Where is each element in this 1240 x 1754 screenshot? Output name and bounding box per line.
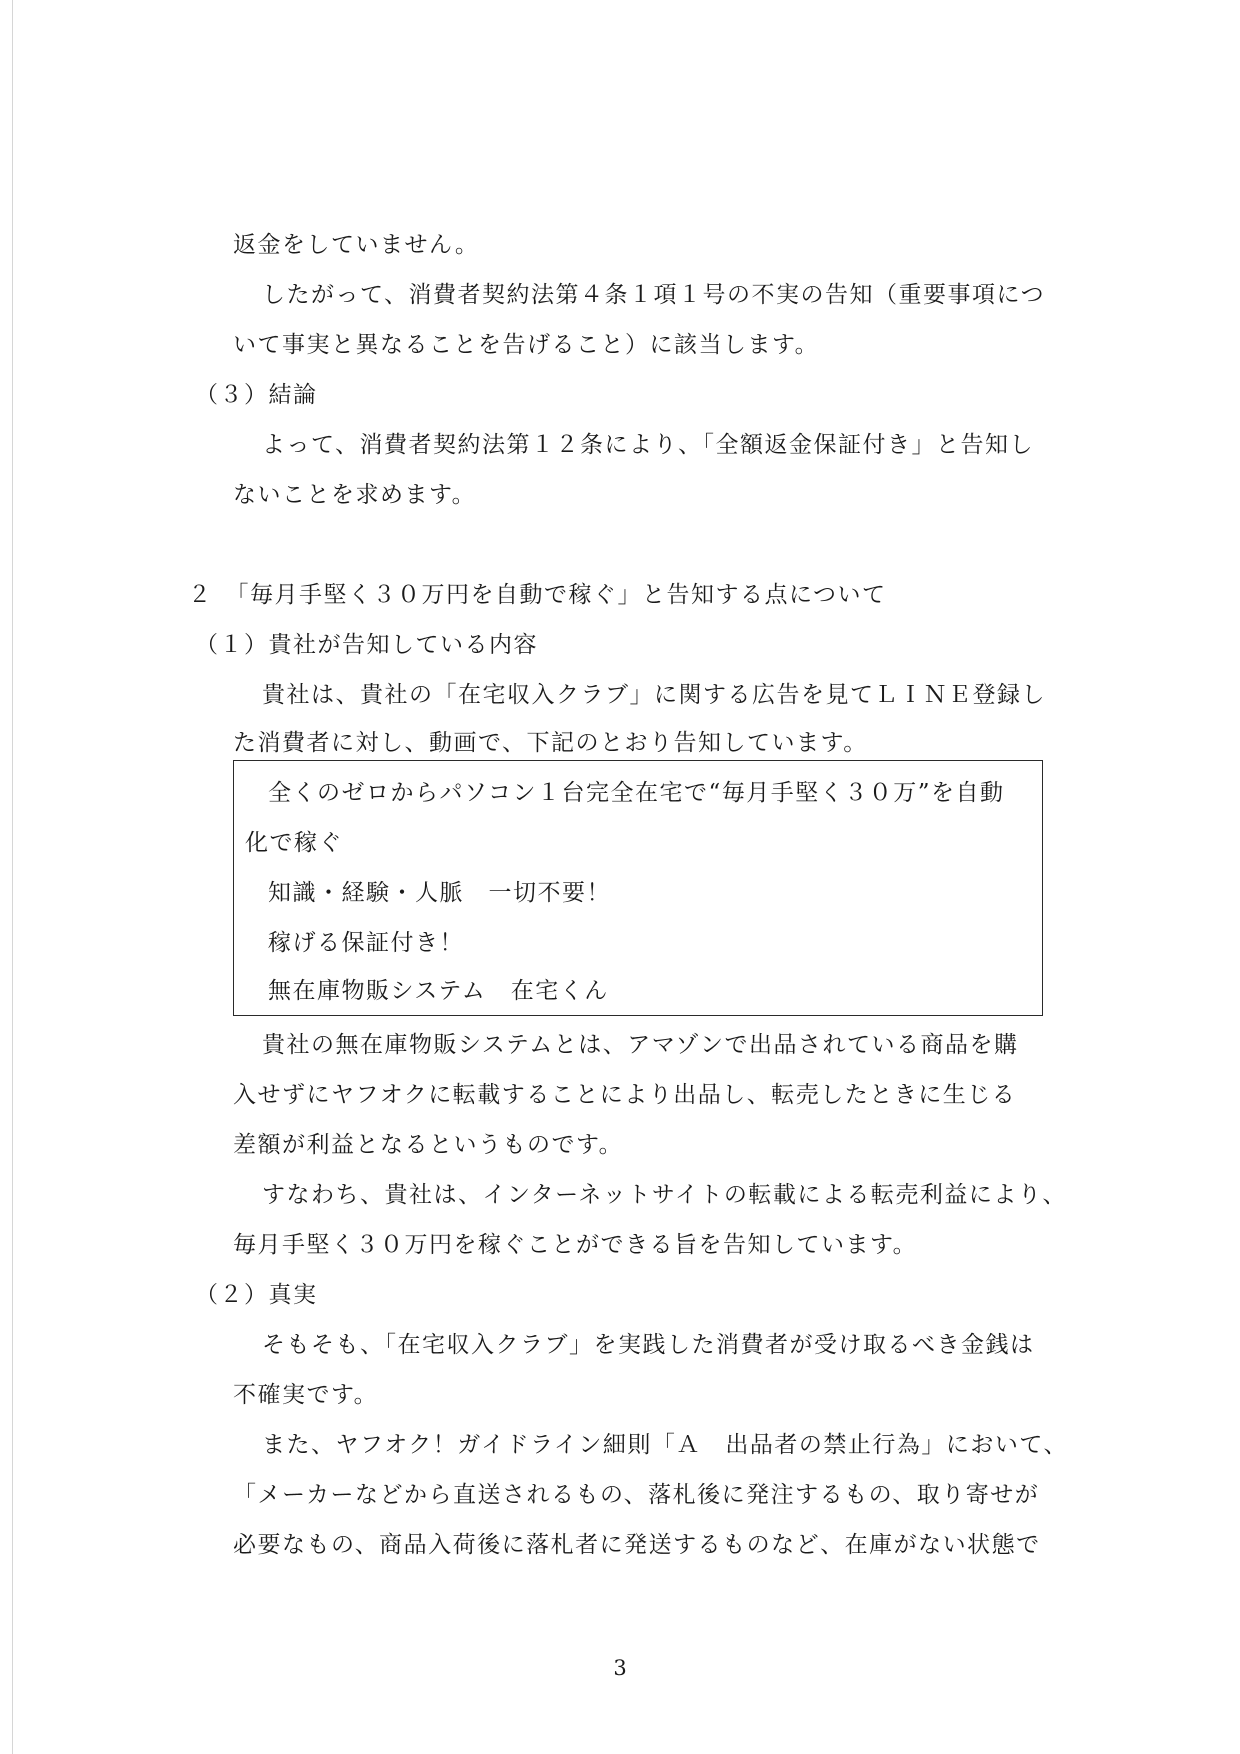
paragraph-line: 貴社は、貴社の「在宅収入クラブ」に関する広告を見てＬＩＮＥ登録し: [262, 682, 1046, 708]
paragraph-line: そもそも、「在宅収入クラブ」を実践した消費者が受け取るべき金銭は: [262, 1332, 1035, 1358]
paragraph-line: 入せずにヤフオクに転載することにより出品し、転売したときに生じる: [233, 1082, 1017, 1108]
quote-line: 稼げる保証付き！: [268, 930, 464, 956]
paragraph-line: すなわち、貴社は、インターネットサイトの転載による転売利益により、: [262, 1182, 1067, 1208]
paragraph-line: 必要なもの、商品入荷後に落札者に発送するものなど、在庫がない状態で: [233, 1532, 1041, 1558]
paragraph-line: いて事実と異なることを告げること）に該当します。: [233, 332, 820, 358]
quote-line: 知識・経験・人脈 一切不要！: [268, 880, 611, 906]
paragraph-line: よって、消費者契約法第１２条により、「全額返金保証付き」と告知し: [262, 432, 1035, 458]
section-heading: （３）結論: [195, 382, 318, 408]
paragraph-line: ないことを求めます。: [233, 482, 477, 508]
paragraph-line: た消費者に対し、動画で、下記のとおり告知しています。: [233, 730, 868, 756]
paragraph-line: 差額が利益となるというものです。: [233, 1132, 624, 1158]
quote-line: 化で稼ぐ: [245, 830, 343, 856]
paragraph-line: 貴社の無在庫物販システムとは、アマゾンで出品されている商品を購: [262, 1032, 1019, 1058]
quote-line: 無在庫物販システム 在宅くん: [268, 978, 609, 1004]
section-heading: （２）真実: [195, 1282, 318, 1308]
section-title: ２ 「毎月手堅く３０万円を自動で稼ぐ」と告知する点について: [188, 582, 887, 608]
paragraph-line: 不確実です。: [233, 1382, 379, 1408]
quote-line: 全くのゼロからパソコン１台完全在宅で“毎月手堅く３０万”を自動: [268, 780, 1005, 806]
paragraph-line: したがって、消費者契約法第４条１項１号の不実の告知（重要事項につ: [262, 282, 1046, 308]
paragraph-line: 毎月手堅く３０万円を稼ぐことができる旨を告知しています。: [233, 1232, 918, 1258]
paragraph-line: また、ヤフオク！ガイドライン細則「Ａ 出品者の禁止行為」において、: [262, 1432, 1068, 1458]
paragraph-line: 返金をしていません。: [233, 232, 480, 258]
section-heading: （１）貴社が告知している内容: [195, 632, 538, 658]
paragraph-line: 「メーカーなどから直送されるもの、落札後に発注するもの、取り寄せが: [233, 1482, 1040, 1508]
page-number: 3: [613, 1656, 627, 1680]
